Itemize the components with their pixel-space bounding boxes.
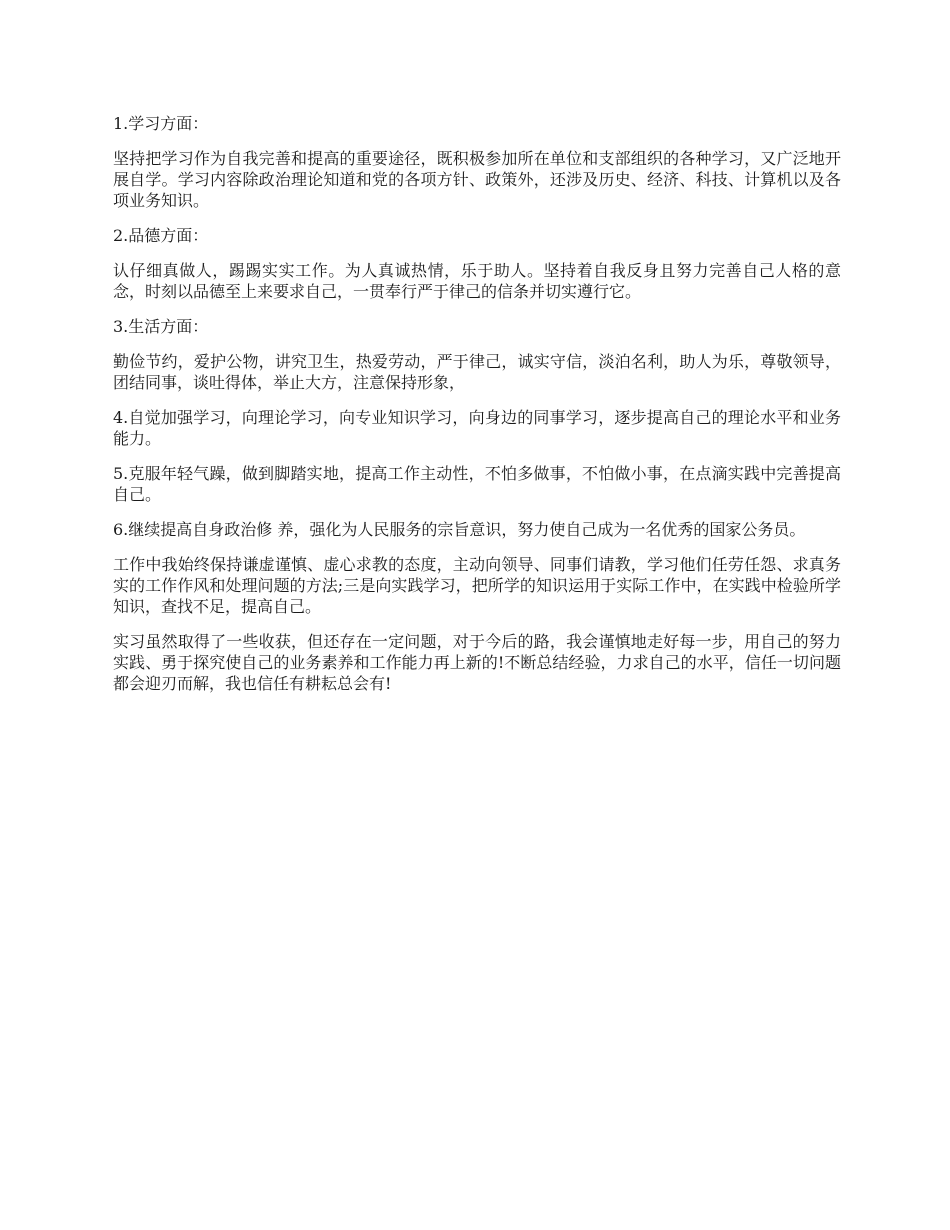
section-heading-morality: 2.品德方面： (113, 226, 209, 245)
paragraph-study: 坚持把学习作为自我完善和提高的重要途径，既积极参加所在单位和支部组织的各种学习，又广泛地开展自学。学习内容除政治理论知道和党的各项方针、政策外，还涉及历史、经济、科技、计算机以及各项业务知识。 (113, 149, 841, 210)
paragraph-life: 勤俭节约，爱护公物，讲究卫生，热爱劳动，严于律己，诚实守信，淡泊名利，助人为乐，尊敬领导，团结同事，谈吐得体，举止大方，注意保持形象， (113, 352, 841, 392)
paragraph-work-attitude: 工作中我始终保持谦虚谨慎、虚心求教的态度，主动向领导、同事们请教，学习他们任劳任怨、求真务实的工作作风和处理问题的方法;三是向实践学习，把所学的知识运用于实际工作中，在实践中检验所学知识，查找不足，提高自己。 (113, 555, 841, 616)
section-heading-life: 3.生活方面： (113, 317, 209, 336)
section-heading-study: 1.学习方面： (113, 114, 209, 133)
paragraph-item-4: 4.自觉加强学习，向理论学习，向专业知识学习，向身边的同事学习，逐步提高自己的理论水平和业务能力。 (113, 408, 841, 448)
paragraph-item-5: 5.克服年轻气躁，做到脚踏实地，提高工作主动性，不怕多做事，不怕做小事，在点滴实践中完善提高自己。 (113, 464, 841, 504)
paragraph-item-6: 6.继续提高自身政治修 养，强化为人民服务的宗旨意识，努力使自己成为一名优秀的国家公务员。 (113, 520, 806, 539)
paragraph-morality: 认仔细真做人，踢踢实实工作。为人真诚热情，乐于助人。坚持着自我反身且努力完善自己人格的意念，时刻以品德至上来要求自己，一贯奉行严于律己的信条并切实遵行它。 (113, 261, 841, 301)
paragraph-conclusion: 实习虽然取得了一些收获，但还存在一定问题，对于今后的路，我会谨慎地走好每一步，用自己的努力实践、勇于探究使自己的业务素养和工作能力再上新的!不断总结经验，力求自己的水平，信任一切问题都会迎刃而解，我也信任有耕耘总会有! (113, 632, 841, 693)
document-body (113, 113, 841, 708)
